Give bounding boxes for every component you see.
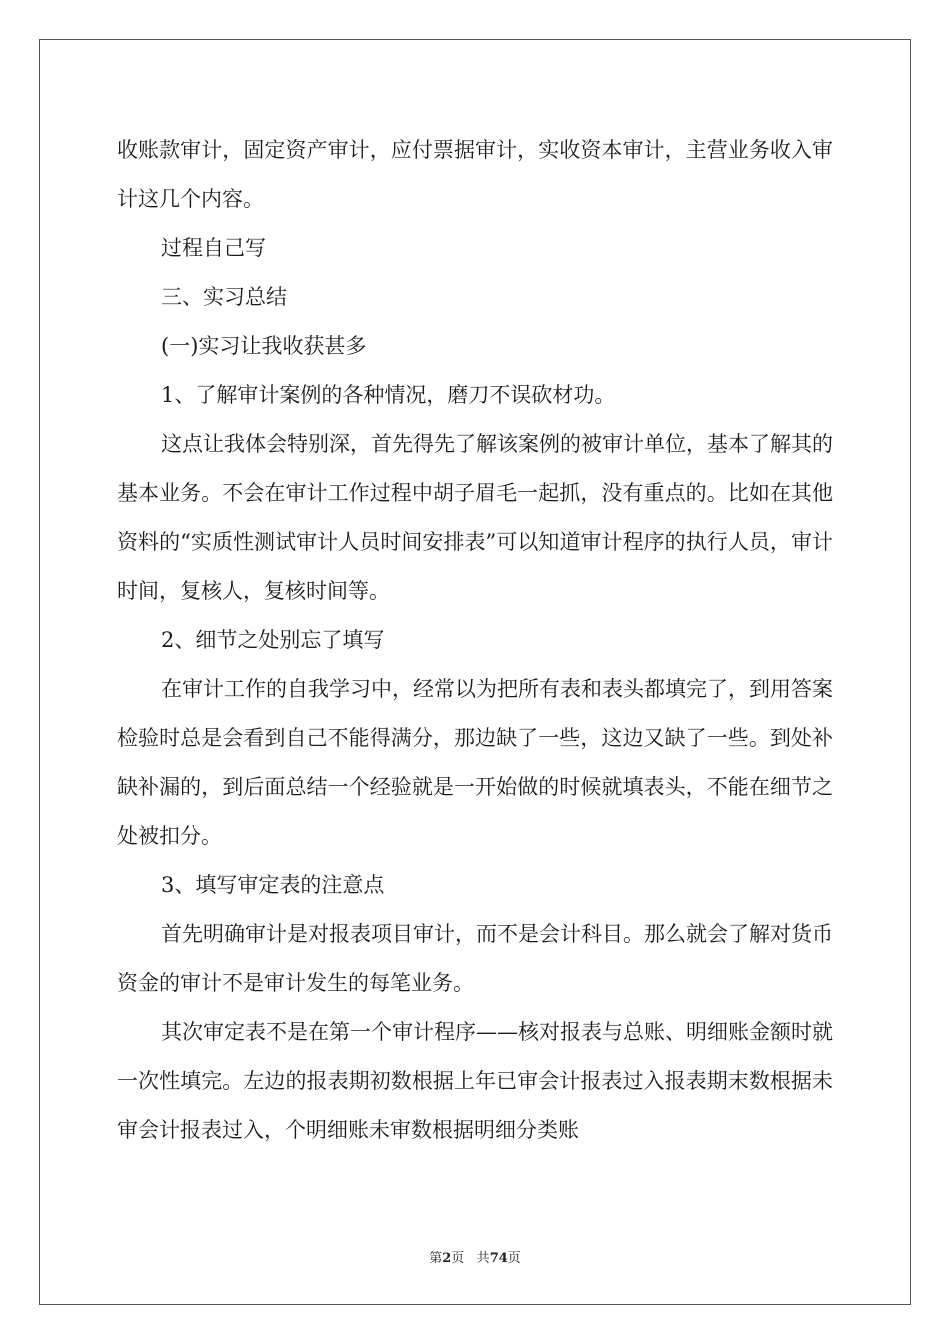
paragraph-item-2: 在审计工作的自我学习中，经常以为把所有表和表头都填完了，到用答案检验时总是会看到自己不能得满分，那边缺了一些，这边又缺了一些。到处补缺补漏的，到后面总结一个经验就是一开始做的时候就填表头，不能在细节之处被扣分。 (117, 677, 833, 848)
item-heading-2: 2、细节之处别忘了填写 (161, 628, 385, 652)
footer-total-pages: 74 (489, 1251, 508, 1266)
item-heading-3: 3、填写审定表的注意点 (161, 873, 385, 897)
paragraph-2: 过程自己写 (161, 236, 266, 260)
paragraph-item-3b: 其次审定表不是在第一个审计程序——核对报表与总账、明细账金额时就一次性填完。左边的报表期初数根据上年已审会计报表过入报表期末数根据未审会计报表过入，个明细账未审数根据明细分类账 (117, 1020, 833, 1142)
footer-page-suffix: 页 (451, 1251, 465, 1266)
footer-total-suffix: 页 (507, 1251, 521, 1266)
footer-page-number: 2 (442, 1251, 452, 1266)
page-footer (0, 1247, 950, 1266)
paragraph-item-3a: 首先明确审计是对报表项目审计，而不是会计科目。那么就会了解对货币资金的审计不是审计发生的每笔业务。 (117, 922, 833, 995)
subsection-heading: (一)实习让我收获甚多 (161, 334, 367, 358)
paragraph-1: 收账款审计，固定资产审计，应付票据审计，实收资本审计，主营业务收入审计这几个内容。 (117, 138, 833, 211)
footer-total-prefix: 共 (476, 1251, 490, 1266)
paragraph-item-1: 这点让我体会特别深，首先得先了解该案例的被审计单位，基本了解其的基本业务。不会在审计工作过程中胡子眉毛一起抓，没有重点的。比如在其他资料的“实质性测试审计人员时间安排表”可以知道审计程序的执行人员，审计时间，复核人，复核时间等。 (117, 432, 833, 603)
footer-page-prefix: 第 (429, 1251, 443, 1266)
section-heading: 三、实习总结 (161, 285, 287, 309)
document-body (117, 126, 833, 1155)
item-heading-1: 1、了解审计案例的各种情况，磨刀不误砍材功。 (161, 383, 616, 407)
